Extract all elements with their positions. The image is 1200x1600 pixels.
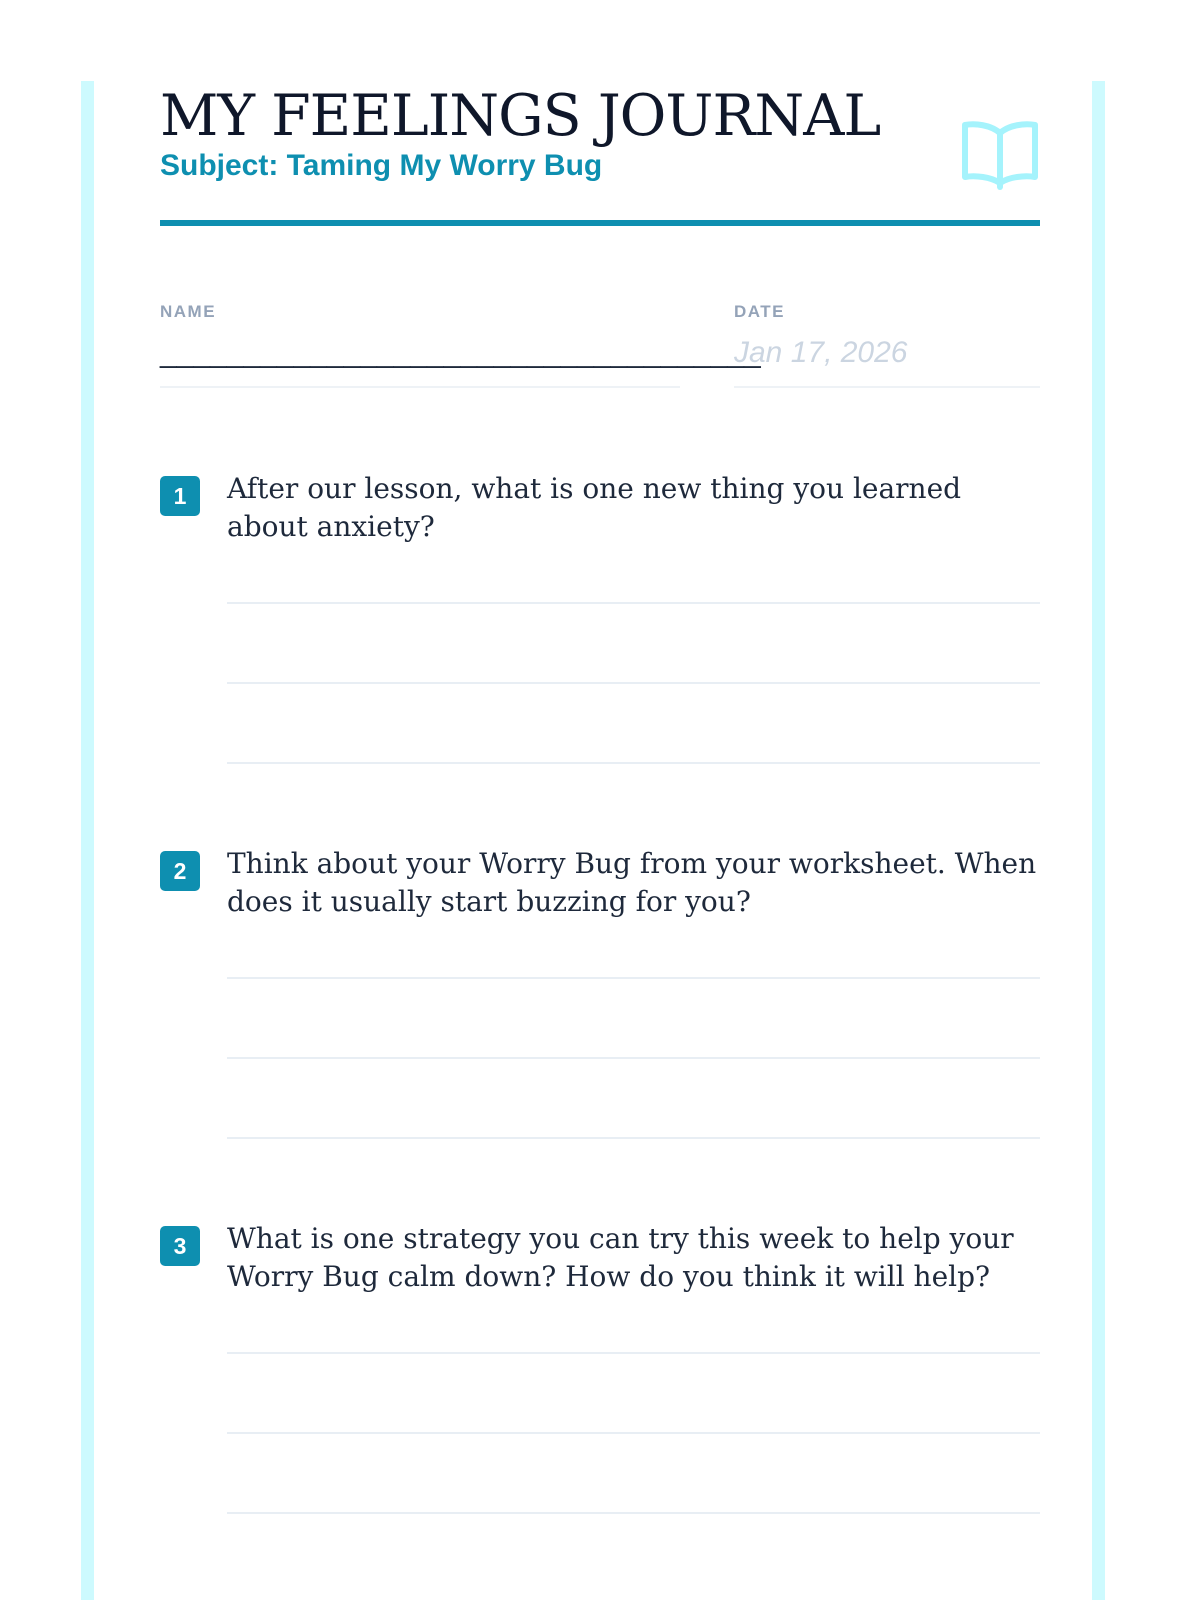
date-label: DATE xyxy=(734,302,786,321)
question-text: What is one strategy you can try this week to help your Worry Bug calm down? How do you think it will help? xyxy=(227,1222,1014,1293)
question-text: Think about your Worry Bug from your worksheet. When does it usually start buzzing for you? xyxy=(227,847,1037,918)
date-field[interactable]: Jan 17, 2026 xyxy=(734,336,1040,388)
answer-line[interactable] xyxy=(227,682,1040,684)
answer-line[interactable] xyxy=(227,1352,1040,1354)
journal-header xyxy=(160,81,1040,227)
page-subtitle: Subject: Taming My Worry Bug xyxy=(160,149,603,182)
question-number-badge: 3 xyxy=(160,1226,200,1266)
answer-line[interactable] xyxy=(227,1057,1040,1059)
name-label: NAME xyxy=(160,302,217,321)
question-number-badge: 1 xyxy=(160,476,200,516)
header-divider xyxy=(160,220,1040,226)
answer-line[interactable] xyxy=(227,1432,1040,1434)
answer-line[interactable] xyxy=(227,1512,1040,1514)
question-number-badge: 2 xyxy=(160,851,200,891)
page-title: MY FEELINGS JOURNAL xyxy=(160,83,881,149)
answer-line[interactable] xyxy=(227,762,1040,764)
name-field[interactable]: ____________________________________ xyxy=(160,336,680,388)
answer-line[interactable] xyxy=(227,977,1040,979)
answer-line[interactable] xyxy=(227,602,1040,604)
journal-page xyxy=(81,81,1105,1600)
answer-line[interactable] xyxy=(227,1137,1040,1139)
question-text: After our lesson, what is one new thing you learned about anxiety? xyxy=(227,472,962,543)
open-book-icon xyxy=(961,119,1039,191)
